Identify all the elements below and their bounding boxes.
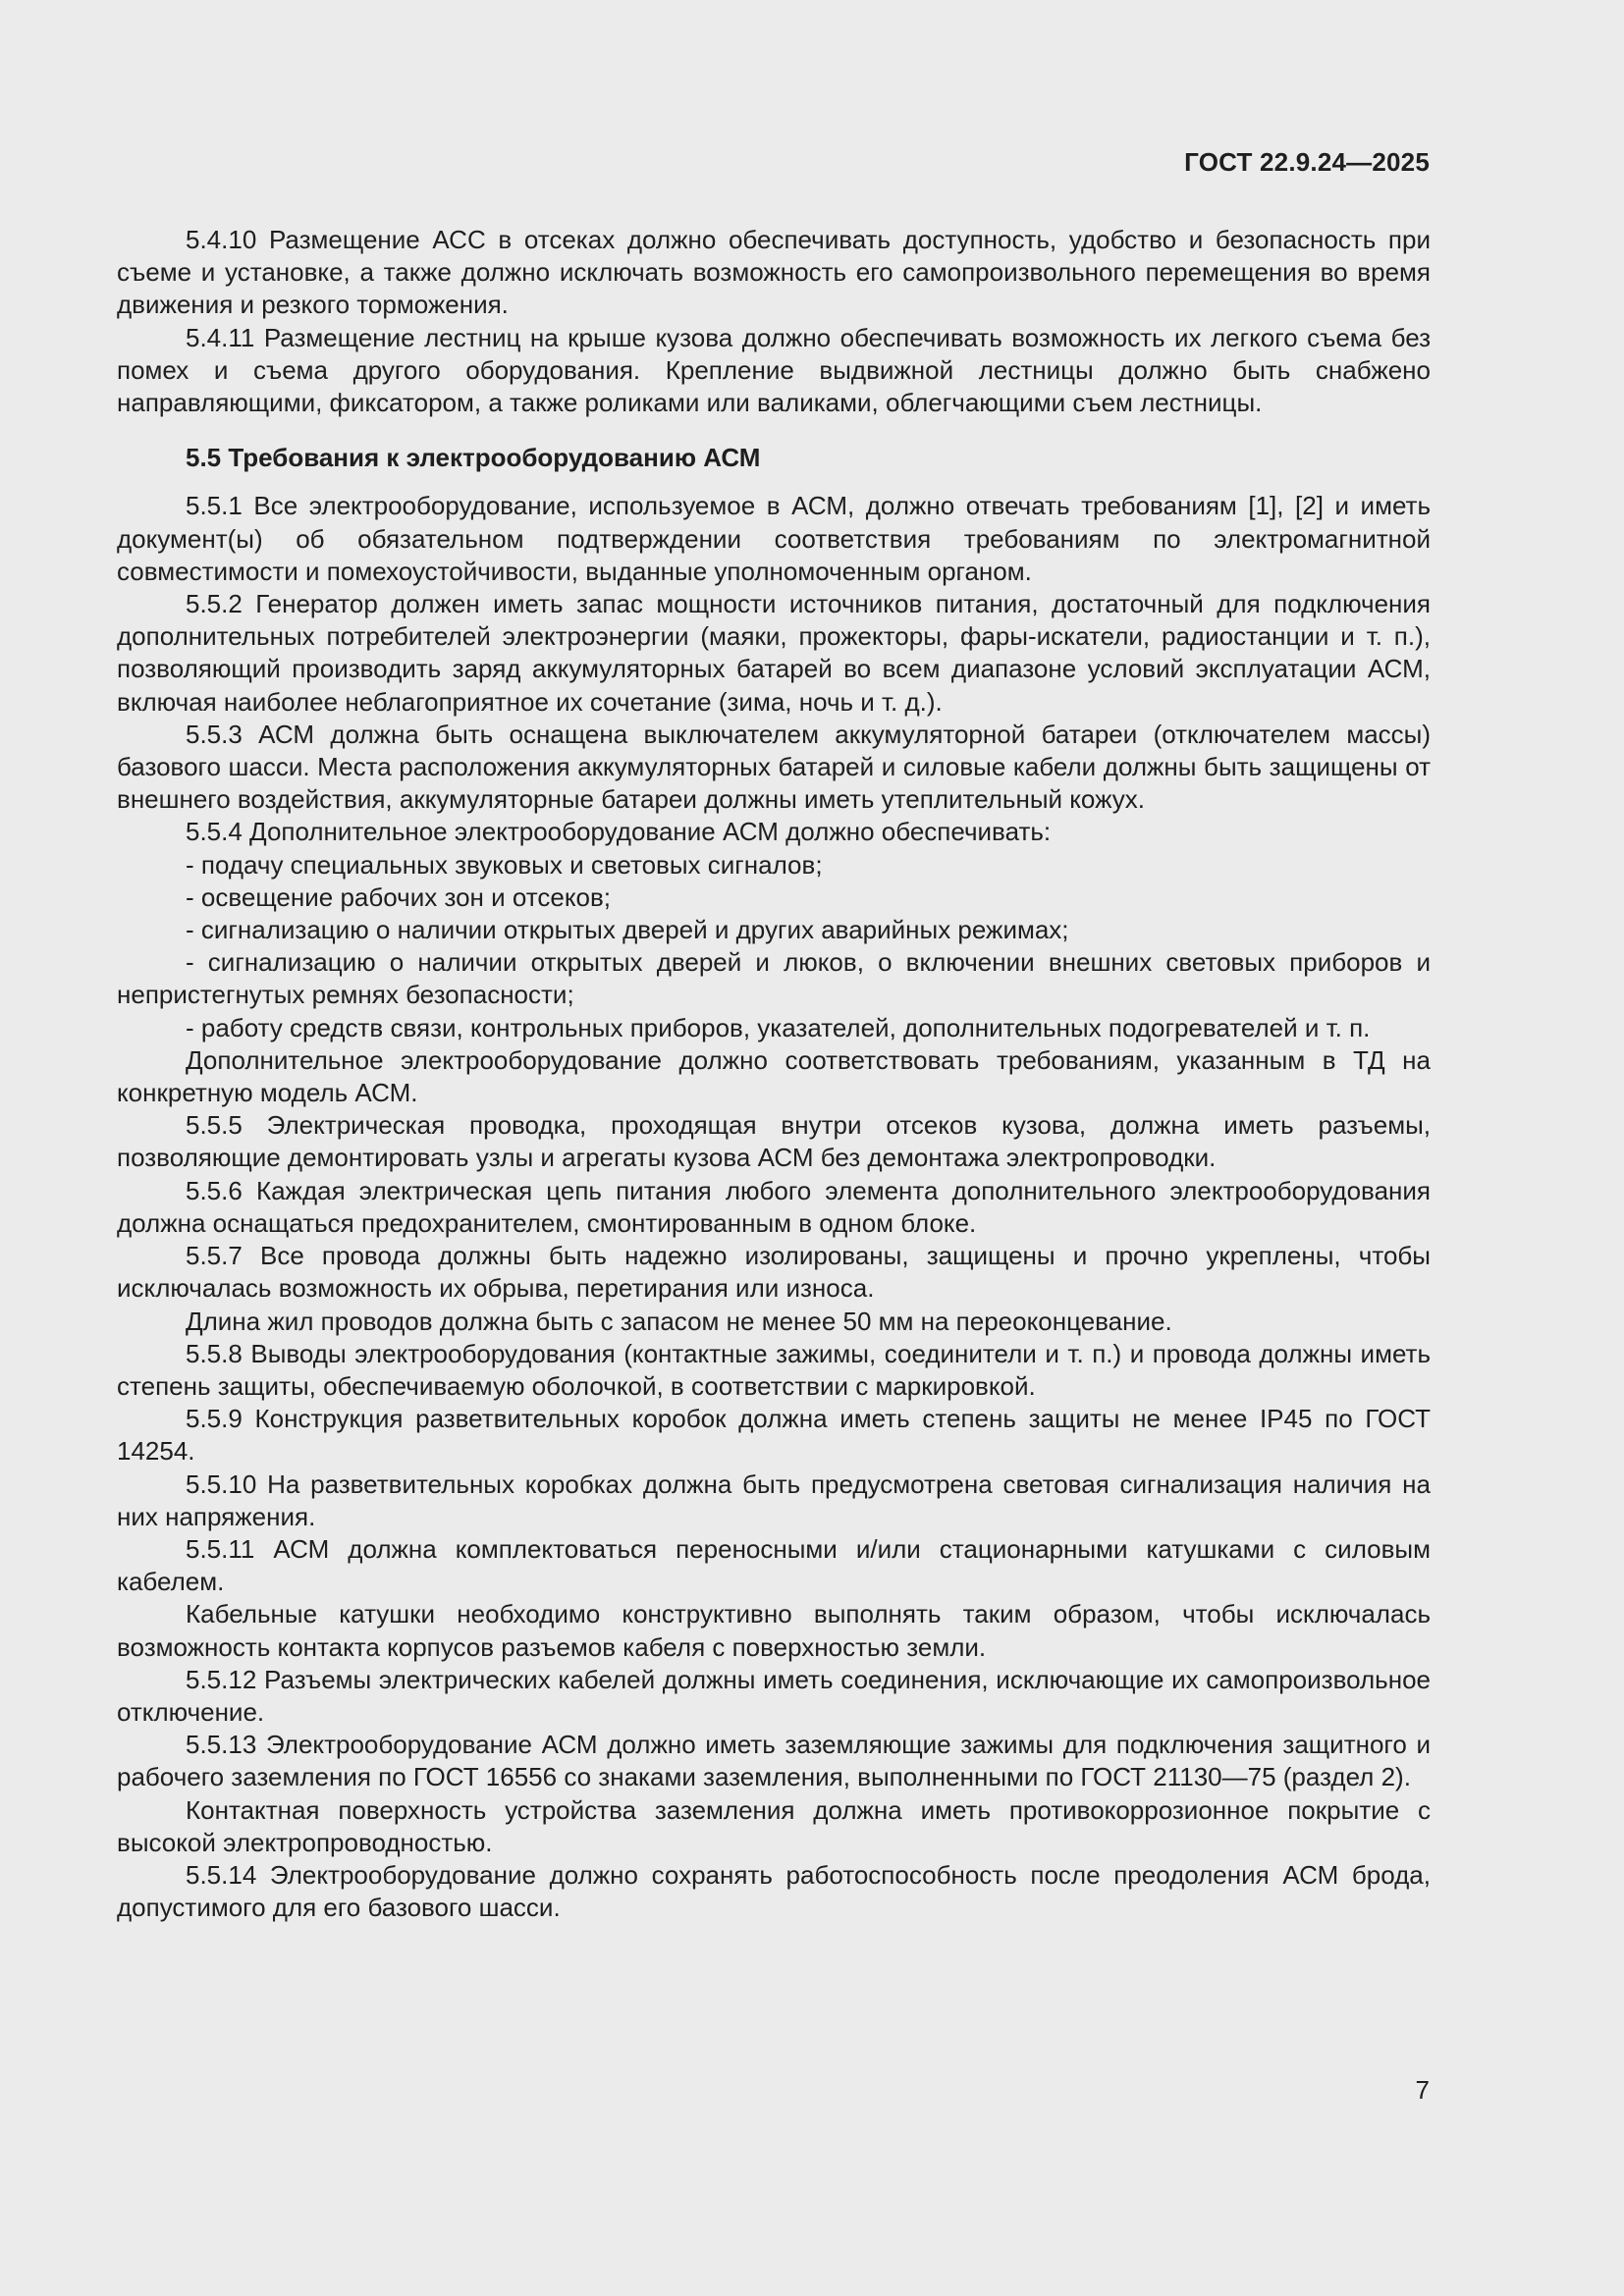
paragraph-5-5-12: 5.5.12 Разъемы электрических кабелей должны иметь соединения, исключающие их самопроизвольное отключение. (117, 1664, 1431, 1727)
paragraph-5-5-5: 5.5.5 Электрическая проводка, проходящая внутри отсеков кузова, должна иметь разъемы, позволяющие демонтировать узлы и агрегаты кузова АСМ без демонтажа электропроводки. (117, 1110, 1431, 1173)
paragraph-5-5-6: 5.5.6 Каждая электрическая цепь питания любого элемента дополнительного электрооборудования должна оснащаться предохранителем, смонтированным в одном блоке. (117, 1175, 1431, 1238)
page-number: 7 (1415, 2075, 1430, 2105)
paragraph-5-4-10: 5.4.10 Размещение АСС в отсеках должно обеспечивать доступность, удобство и безопасность при съеме и установке, а также должно исключать возможность его самопроизвольного перемещения во время движения и резкого торможения. (117, 225, 1431, 320)
section-heading-5-5: 5.5 Требования к электрооборудованию АСМ (186, 443, 761, 473)
paragraph-note: Кабельные катушки необходимо конструктивно выполнять таким образом, чтобы исключалась возможность контакта корпусов разъемов кабеля с поверхностью земли. (117, 1599, 1431, 1662)
document-body (117, 224, 1431, 1924)
document-code-header: ГОСТ 22.9.24—2025 (1184, 147, 1430, 177)
paragraph-note: Дополнительное электрооборудование должно соответствовать требованиям, указанным в ТД на конкретную модель АСМ. (117, 1044, 1431, 1108)
paragraph-5-5-8: 5.5.8 Выводы электрооборудования (контактные зажимы, соединители и т. п.) и провода должны иметь степень защиты, обеспечиваемую оболочкой, в соответствии с маркировкой. (117, 1338, 1431, 1401)
paragraph-5-5-9: 5.5.9 Конструкция разветвительных коробок должна иметь степень защиты не менее IP45 по ГОСТ 14254. (117, 1404, 1431, 1467)
paragraph-5-5-2: 5.5.2 Генератор должен иметь запас мощности источников питания, достаточный для подключения дополнительных потребителей электроэнергии (маяки, прожекторы, фары-искатели, радиостанции и т. п.), позволяющий производить заряд аккумуляторных батарей во всем диапазоне условий эксплуатации АСМ, включая наиболее неблагоприятное их сочетание (зима, ночь и т. д.). (117, 589, 1431, 717)
paragraph-5-5-1: 5.5.1 Все электрооборудование, используемое в АСМ, должно отвечать требованиям [1], [2] и иметь документ(ы) об обязательном подтверждении соответствия требованиям по электромагнитной совместимости и помехоустойчивости, выданные уполномоченным органом. (117, 491, 1431, 586)
paragraph-5-5-13: 5.5.13 Электрооборудование АСМ должно иметь заземляющие зажимы для подключения защитного и рабочего заземления по ГОСТ 16556 со знаками заземления, выполненными по ГОСТ 21130—75 (раздел 2). (117, 1730, 1431, 1792)
list-item: - подачу специальных звуковых и световых сигналов; (186, 849, 823, 880)
paragraph-note: Длина жил проводов должна быть с запасом не менее 50 мм на переоконцевание. (186, 1306, 1172, 1336)
list-item: - работу средств связи, контрольных приборов, указателей, дополнительных подогревателей и т. п. (186, 1012, 1371, 1042)
paragraph-5-5-11: 5.5.11 АСМ должна комплектоваться переносными и/или стационарными катушками с силовым кабелем. (117, 1533, 1431, 1597)
paragraph-5-5-3: 5.5.3 АСМ должна быть оснащена выключателем аккумуляторной батареи (отключателем массы) базового шасси. Места расположения аккумуляторных батарей и силовые кабели должны быть защищены от внешнего воздействия, аккумуляторные батареи должны иметь утеплительный кожух. (117, 719, 1431, 815)
paragraph-5-5-14: 5.5.14 Электрооборудование должно сохранять работоспособность после преодоления АСМ брода, допустимого для его базового шасси. (117, 1859, 1431, 1923)
paragraph-note: Контактная поверхность устройства заземления должна иметь противокоррозионное покрытие с высокой электропроводностью. (117, 1794, 1431, 1857)
paragraph-5-5-4: 5.5.4 Дополнительное электрооборудование АСМ должно обеспечивать: (186, 817, 1052, 847)
paragraph-5-5-7: 5.5.7 Все провода должны быть надежно изолированы, защищены и прочно укреплены, чтобы исключалась возможность их обрыва, перетирания или износа. (117, 1241, 1431, 1304)
list-item: - сигнализацию о наличии открытых дверей и других аварийных режимах; (186, 915, 1069, 945)
list-item: - освещение рабочих зон и отсеков; (186, 881, 611, 912)
paragraph-5-5-10: 5.5.10 На разветвительных коробках должна быть предусмотрена световая сигнализация наличия на них напряжения. (117, 1468, 1431, 1531)
list-item: - сигнализацию о наличии открытых дверей и люков, о включении внешних световых приборов и непристегнутых ремнях безопасности; (117, 947, 1431, 1010)
paragraph-5-4-11: 5.4.11 Размещение лестниц на крыше кузова должно обеспечивать возможность их легкого съема без помех и съема другого оборудования. Крепление выдвижной лестницы должно быть снабжено направляющими, фиксатором, а также роликами или валиками, облегчающими съем лестницы. (117, 322, 1431, 418)
